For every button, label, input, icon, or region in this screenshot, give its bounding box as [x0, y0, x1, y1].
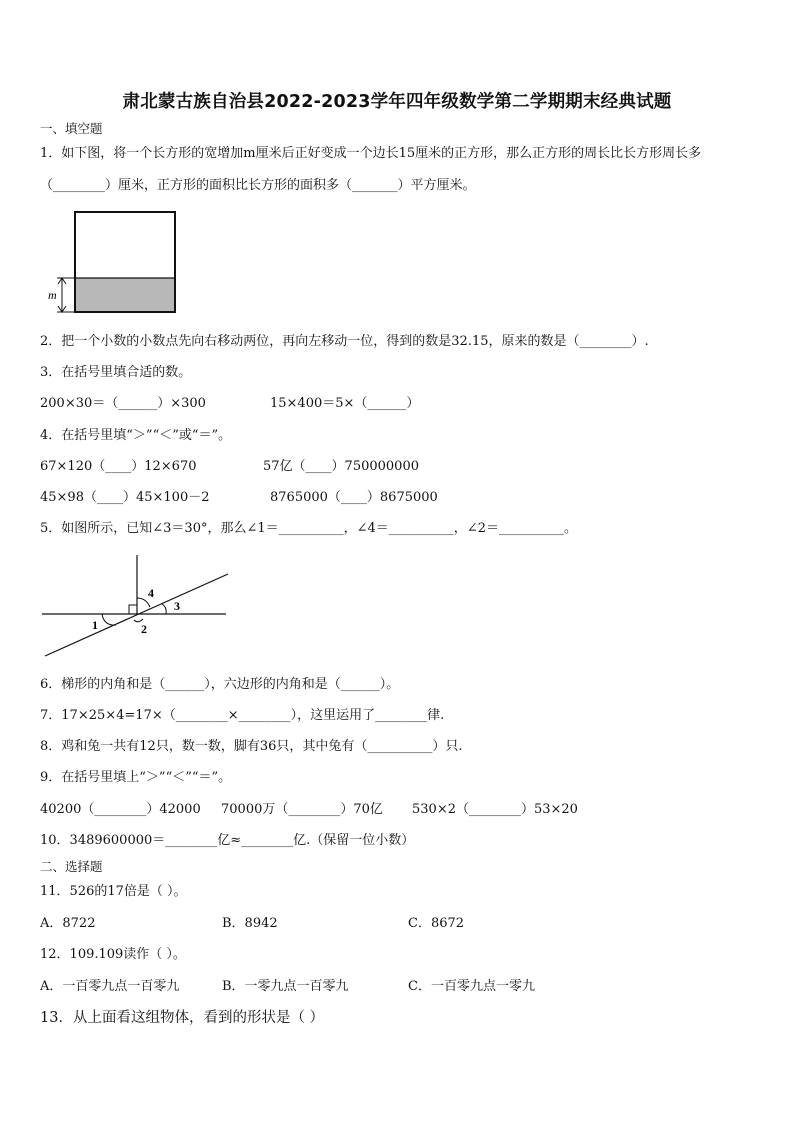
- question-10: 10．3489600000＝________亿≈________亿.（保留一位小数）: [40, 833, 415, 848]
- question-3-stem: 3．在括号里填合适的数。: [40, 365, 192, 380]
- question-1-line2: （________）厘米，正方形的面积比长方形的面积多（_______）平方厘米。: [40, 178, 476, 193]
- section-choice: 二、选择题: [40, 859, 103, 874]
- angle-3-arc: [162, 604, 166, 614]
- question-12-option-a: A．一百零九点一百零九: [40, 979, 180, 994]
- question-3-item-a: 200×30＝（______）×300: [40, 396, 206, 411]
- question-11-option-b: B．8942: [222, 916, 278, 931]
- angle-label-2: 2: [141, 622, 147, 636]
- question-11-option-c: C．8672: [408, 916, 465, 931]
- angle-label-3: 3: [174, 599, 180, 613]
- page-title: 肃北蒙古族自治县2022-2023学年四年级数学第二学期期末经典试题: [122, 92, 672, 112]
- angle-1-arc: [102, 614, 116, 625]
- question-13: 13．从上面看这组物体，看到的形状是（ ）: [40, 1010, 325, 1026]
- question-5: 5．如图所示，已知∠3＝30°，那么∠1＝__________，∠4＝__________，∠2＝__________。: [40, 521, 577, 536]
- question-4-item-b: 57亿（____）750000000: [263, 459, 419, 474]
- angle-label-1: 1: [92, 618, 98, 632]
- question-11-option-a: A．8722: [40, 916, 96, 931]
- question-12-option-c: C．一百零九点一零九: [408, 979, 535, 994]
- question-9-item-a: 40200（________）42000: [40, 802, 201, 817]
- question-4-item-c: 45×98（____）45×100－2: [40, 490, 210, 505]
- question-4-item-a: 67×120（____）12×670: [40, 459, 197, 474]
- question-7: 7．17×25×4=17×（________×________），这里运用了________律.: [40, 708, 445, 723]
- question-1-line1: 1．如下图，将一个长方形的宽增加m厘米后正好变成一个边长15厘米的正方形，那么正方形的周长比长方形周长多: [40, 146, 702, 161]
- shaded-strip: [75, 278, 175, 312]
- question-11-stem: 11．526的17倍是（ ）。: [40, 884, 187, 899]
- question-3-item-b: 15×400＝5×（______）: [270, 396, 420, 411]
- question-9-item-b: 70000万（________）70亿: [221, 802, 383, 817]
- question-9-item-c: 530×2（________）53×20: [412, 802, 578, 817]
- question-8: 8．鸡和兔一共有12只，数一数，脚有36只，其中兔有（__________）只.: [40, 739, 463, 754]
- rectangle-figure: [44, 208, 184, 318]
- question-6: 6．梯形的内角和是（______），六边形的内角和是（______）。: [40, 677, 400, 692]
- right-angle-mark: [129, 605, 137, 614]
- question-4-item-d: 8765000（____）8675000: [270, 490, 438, 505]
- angle-figure: [40, 552, 240, 662]
- question-12-stem: 12．109.109读作（ ）。: [40, 947, 186, 962]
- question-12-option-b: B．一零九点一百零九: [222, 979, 349, 994]
- m-label: m: [48, 288, 57, 302]
- question-9-stem: 9．在括号里填上“＞”“＜”“＝”。: [40, 770, 232, 785]
- angle-label-4: 4: [148, 586, 154, 600]
- question-4-stem: 4．在括号里填“＞”“＜”或“＝”。: [40, 428, 232, 443]
- question-2: 2．把一个小数的小数点先向右移动两位，再向左移动一位，得到的数是32.15，原来的数是（________）.: [40, 334, 649, 349]
- section-fill-in: 一、填空题: [40, 121, 103, 136]
